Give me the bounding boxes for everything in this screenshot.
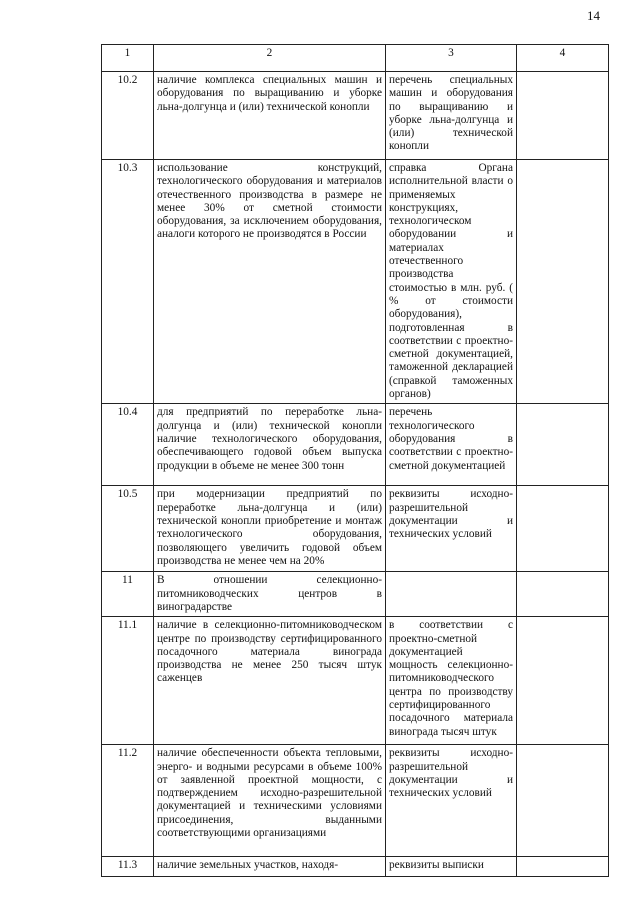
row-document: перечень специальных машин и оборудования по выращиванию и уборке льна-долгунца и (или) технической конопли xyxy=(386,72,517,160)
page-number: 14 xyxy=(587,8,600,23)
row-note xyxy=(517,486,609,572)
row-note xyxy=(517,617,609,745)
row-number: 10.3 xyxy=(102,160,154,404)
row-requirement: В отношении селекционно-питомниководческих центров в виноградарстве xyxy=(154,572,386,617)
table-row xyxy=(102,404,609,486)
table-row xyxy=(102,572,609,617)
row-requirement: использование конструкций, технологического оборудования и материалов отечественного производства в размере не менее 30% от сметной стоимости оборудования, за исключением оборудования, аналоги которого не производятся в России xyxy=(154,160,386,404)
row-note xyxy=(517,572,609,617)
row-number: 11.2 xyxy=(102,745,154,857)
row-document: перечень технологического оборудования в соответствии с проектно-сметной документацией xyxy=(386,404,517,486)
row-document: справка Органа исполнительной власти о применяемых конструкциях, технологическом оборудовании и материалах отечественного производства стоимостью в млн. руб. ( % от стоимости оборудования), подготовленная в соответствии с проектно-сметной документацией, таможенной декларацией (справкой таможенных органов) xyxy=(386,160,517,404)
row-document xyxy=(386,572,517,617)
header-col-2: 2 xyxy=(154,45,386,72)
table-row xyxy=(102,72,609,160)
row-requirement: при модернизации предприятий по переработке льна-долгунца и (или) технической конопли приобретение и монтаж технологического оборудования, позволяющего увеличить годовой объем производства не менее чем на 20% xyxy=(154,486,386,572)
row-document: в соответствии с проектно-сметной документацией мощность селекционно-питомниководческого центра по производству сертифицированного посадочного материала винограда тысяч штук xyxy=(386,617,517,745)
table-row xyxy=(102,617,609,745)
row-number: 11.1 xyxy=(102,617,154,745)
row-requirement: наличие земельных участков, находя- xyxy=(154,857,386,877)
row-number: 10.5 xyxy=(102,486,154,572)
table-row xyxy=(102,745,609,857)
row-note xyxy=(517,857,609,877)
header-col-4: 4 xyxy=(517,45,609,72)
row-note xyxy=(517,72,609,160)
row-document: реквизиты выписки xyxy=(386,857,517,877)
row-note xyxy=(517,745,609,857)
row-number: 11.3 xyxy=(102,857,154,877)
row-requirement: наличие комплекса специальных машин и оборудования по выращиванию и уборке льна-долгунца и (или) технической конопли xyxy=(154,72,386,160)
table-header-row xyxy=(102,45,609,72)
row-requirement: для предприятий по переработке льна-долгунца и (или) технической конопли наличие технологического оборудования, обеспечивающего годовой объем выпуска продукции в объеме не менее 300 тонн xyxy=(154,404,386,486)
row-document: реквизиты исходно-разрешительной документации и технических условий xyxy=(386,486,517,572)
row-requirement: наличие обеспеченности объекта тепловыми, энерго- и водными ресурсами в объеме 100% от заявленной проектной мощности, с подтверждением исходно-разрешительной документацией и техническими условиями присоединения, выданными соответствующими организациями xyxy=(154,745,386,857)
table-row xyxy=(102,486,609,572)
row-document: реквизиты исходно-разрешительной документации и технических условий xyxy=(386,745,517,857)
row-requirement: наличие в селекционно-питомниководческом центре по производству сертифицированного посадочного материала винограда производства не менее 250 тысяч штук саженцев xyxy=(154,617,386,745)
row-number: 11 xyxy=(102,572,154,617)
table-row xyxy=(102,160,609,404)
table-row xyxy=(102,857,609,877)
row-number: 10.2 xyxy=(102,72,154,160)
requirements-table xyxy=(101,44,609,877)
row-note xyxy=(517,160,609,404)
header-col-3: 3 xyxy=(386,45,517,72)
row-number: 10.4 xyxy=(102,404,154,486)
row-note xyxy=(517,404,609,486)
header-col-1: 1 xyxy=(102,45,154,72)
